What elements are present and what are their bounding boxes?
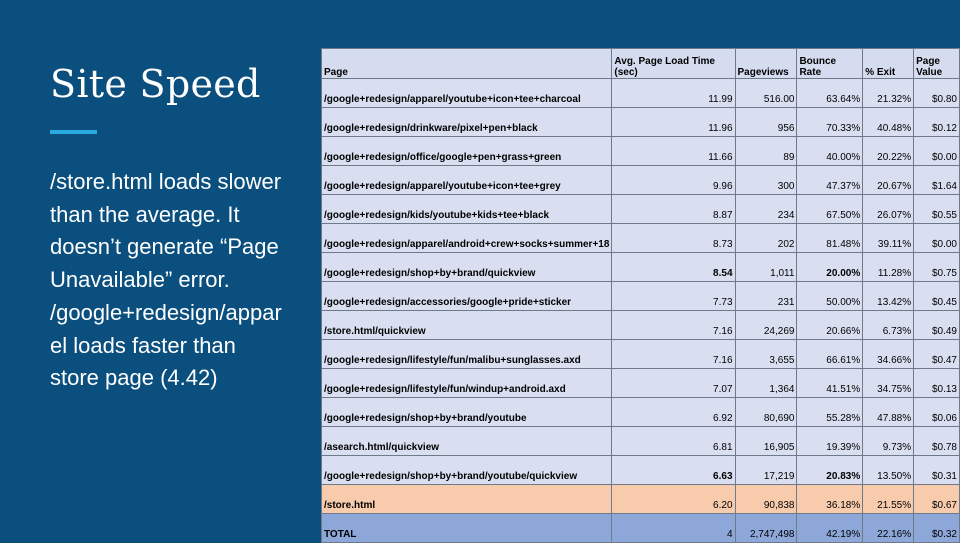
cell-exit: 34.66% xyxy=(863,340,914,369)
cell-page-value: $0.49 xyxy=(914,311,960,340)
cell-bounce-rate: 20.00% xyxy=(797,253,863,282)
cell-exit: 47.88% xyxy=(863,398,914,427)
site-speed-table-container xyxy=(321,48,960,543)
cell-page-value: $0.00 xyxy=(914,224,960,253)
cell-exit: 39.11% xyxy=(863,224,914,253)
cell-avg-load-time: 6.81 xyxy=(612,427,735,456)
cell-pageviews: 80,690 xyxy=(735,398,797,427)
cell-avg-load-time: 8.87 xyxy=(612,195,735,224)
cell-page: /google+redesign/lifestyle/fun/malibu+sunglasses.axd xyxy=(322,340,612,369)
cell-page: /google+redesign/accessories/google+pride+sticker xyxy=(322,282,612,311)
table-row xyxy=(322,311,960,340)
cell-bounce-rate: 70.33% xyxy=(797,108,863,137)
header-page-value: Page Value xyxy=(914,49,960,79)
cell-avg-load-time: 7.07 xyxy=(612,369,735,398)
header-avg-load-time: Avg. Page Load Time (sec) xyxy=(612,49,735,79)
cell-page: /google+redesign/apparel/android+crew+socks+summer+18 xyxy=(322,224,612,253)
cell-exit: 20.67% xyxy=(863,166,914,195)
cell-page-value: $0.78 xyxy=(914,427,960,456)
cell-pageviews: 89 xyxy=(735,137,797,166)
cell-pageviews: 202 xyxy=(735,224,797,253)
cell-page-value: $0.31 xyxy=(914,456,960,485)
cell-bounce-rate: 20.83% xyxy=(797,456,863,485)
cell-bounce-rate: 19.39% xyxy=(797,427,863,456)
table-row xyxy=(322,398,960,427)
cell-exit: 6.73% xyxy=(863,311,914,340)
cell-pageviews: 24,269 xyxy=(735,311,797,340)
cell-bounce-rate: 55.28% xyxy=(797,398,863,427)
cell-exit: 26.07% xyxy=(863,195,914,224)
cell-pageviews: 300 xyxy=(735,166,797,195)
cell-page: /google+redesign/office/google+pen+grass+green xyxy=(322,137,612,166)
cell-avg-load-time: 6.63 xyxy=(612,456,735,485)
cell-page: /google+redesign/shop+by+brand/quickview xyxy=(322,253,612,282)
table-total-row xyxy=(322,514,960,543)
cell-page-value: $0.55 xyxy=(914,195,960,224)
cell-page-value: $1.64 xyxy=(914,166,960,195)
cell-exit: 20.22% xyxy=(863,137,914,166)
table-row xyxy=(322,137,960,166)
cell-page-value: $0.13 xyxy=(914,369,960,398)
cell-page-value: $0.47 xyxy=(914,340,960,369)
cell-page-value: $0.67 xyxy=(914,485,960,514)
cell-page-value: $0.00 xyxy=(914,137,960,166)
table-row xyxy=(322,456,960,485)
slide-body-text: /store.html loads slower than the average. It doesn’t generate “Page Unavailable” error. /google+redesign/apparel loads faster than store page (4.42) xyxy=(50,169,282,391)
header-exit: % Exit xyxy=(863,49,914,79)
cell-pageviews: 3,655 xyxy=(735,340,797,369)
cell-page: /google+redesign/apparel/youtube+icon+tee+charcoal xyxy=(322,79,612,108)
cell-bounce-rate: 42.19% xyxy=(797,514,863,543)
cell-avg-load-time: 4 xyxy=(612,514,735,543)
header-bounce-rate: Bounce Rate xyxy=(797,49,863,79)
slide-title: Site Speed xyxy=(50,62,261,106)
cell-bounce-rate: 66.61% xyxy=(797,340,863,369)
cell-pageviews: 17,219 xyxy=(735,456,797,485)
cell-avg-load-time: 7.16 xyxy=(612,340,735,369)
cell-pageviews: 90,838 xyxy=(735,485,797,514)
cell-exit: 22.16% xyxy=(863,514,914,543)
site-speed-table xyxy=(321,48,960,543)
cell-bounce-rate: 47.37% xyxy=(797,166,863,195)
table-body xyxy=(322,79,960,543)
cell-pageviews: 1,364 xyxy=(735,369,797,398)
cell-exit: 11.28% xyxy=(863,253,914,282)
cell-page-value: $0.80 xyxy=(914,79,960,108)
cell-page: /google+redesign/apparel/youtube+icon+tee+grey xyxy=(322,166,612,195)
cell-page: /store.html/quickview xyxy=(322,311,612,340)
cell-avg-load-time: 11.66 xyxy=(612,137,735,166)
cell-page-value: $0.75 xyxy=(914,253,960,282)
cell-bounce-rate: 41.51% xyxy=(797,369,863,398)
cell-pageviews: 234 xyxy=(735,195,797,224)
cell-page-value: $0.32 xyxy=(914,514,960,543)
cell-exit: 9.73% xyxy=(863,427,914,456)
cell-avg-load-time: 9.96 xyxy=(612,166,735,195)
cell-exit: 21.55% xyxy=(863,485,914,514)
table-row xyxy=(322,427,960,456)
cell-bounce-rate: 20.66% xyxy=(797,311,863,340)
cell-bounce-rate: 40.00% xyxy=(797,137,863,166)
cell-page-value: $0.45 xyxy=(914,282,960,311)
cell-pageviews: 1,011 xyxy=(735,253,797,282)
cell-avg-load-time: 11.96 xyxy=(612,108,735,137)
cell-exit: 34.75% xyxy=(863,369,914,398)
cell-page: /google+redesign/shop+by+brand/youtube/quickview xyxy=(322,456,612,485)
table-row xyxy=(322,253,960,282)
cell-exit: 21.32% xyxy=(863,79,914,108)
cell-avg-load-time: 8.73 xyxy=(612,224,735,253)
cell-bounce-rate: 63.64% xyxy=(797,79,863,108)
cell-avg-load-time: 11.99 xyxy=(612,79,735,108)
cell-exit: 40.48% xyxy=(863,108,914,137)
cell-page-value: $0.06 xyxy=(914,398,960,427)
cell-page: /google+redesign/drinkware/pixel+pen+black xyxy=(322,108,612,137)
cell-page: /google+redesign/lifestyle/fun/windup+android.axd xyxy=(322,369,612,398)
table-row xyxy=(322,166,960,195)
cell-bounce-rate: 81.48% xyxy=(797,224,863,253)
cell-pageviews: 231 xyxy=(735,282,797,311)
cell-bounce-rate: 67.50% xyxy=(797,195,863,224)
table-row xyxy=(322,340,960,369)
table-row xyxy=(322,108,960,137)
cell-pageviews: 16,905 xyxy=(735,427,797,456)
table-row xyxy=(322,79,960,108)
cell-bounce-rate: 50.00% xyxy=(797,282,863,311)
cell-page: TOTAL xyxy=(322,514,612,543)
cell-avg-load-time: 7.73 xyxy=(612,282,735,311)
cell-exit: 13.42% xyxy=(863,282,914,311)
cell-avg-load-time: 8.54 xyxy=(612,253,735,282)
header-page: Page xyxy=(322,49,612,79)
cell-avg-load-time: 7.16 xyxy=(612,311,735,340)
table-row xyxy=(322,282,960,311)
table-row xyxy=(322,485,960,514)
title-accent-bar xyxy=(50,130,97,134)
cell-avg-load-time: 6.92 xyxy=(612,398,735,427)
table-row xyxy=(322,224,960,253)
cell-bounce-rate: 36.18% xyxy=(797,485,863,514)
cell-page: /store.html xyxy=(322,485,612,514)
cell-exit: 13.50% xyxy=(863,456,914,485)
cell-pageviews: 956 xyxy=(735,108,797,137)
cell-page: /asearch.html/quickview xyxy=(322,427,612,456)
header-pageviews: Pageviews xyxy=(735,49,797,79)
cell-page-value: $0.12 xyxy=(914,108,960,137)
table-row xyxy=(322,195,960,224)
cell-page: /google+redesign/kids/youtube+kids+tee+black xyxy=(322,195,612,224)
table-row xyxy=(322,369,960,398)
cell-pageviews: 516.00 xyxy=(735,79,797,108)
table-header-row xyxy=(322,49,960,79)
cell-page: /google+redesign/shop+by+brand/youtube xyxy=(322,398,612,427)
cell-pageviews: 2,747,498 xyxy=(735,514,797,543)
cell-avg-load-time: 6.20 xyxy=(612,485,735,514)
